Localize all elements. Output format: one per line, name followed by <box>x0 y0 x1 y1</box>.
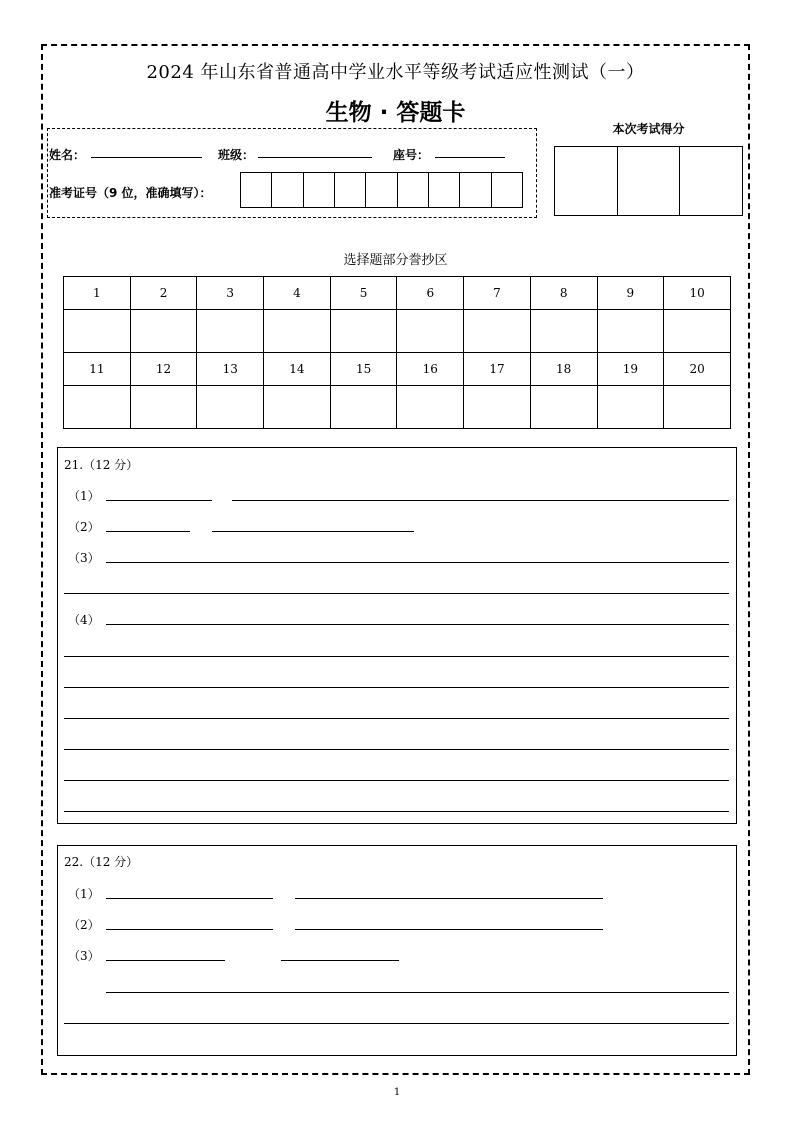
answer-cell[interactable] <box>597 310 664 353</box>
answer-cell[interactable] <box>64 310 131 353</box>
q21-part4-blank[interactable] <box>64 749 729 750</box>
class-label: 班级： <box>218 148 255 162</box>
page-number: 1 <box>393 1087 401 1098</box>
answer-cell[interactable] <box>330 386 397 429</box>
exam-id-label: 准考证号（9 位，准确填写）： <box>49 186 212 200</box>
question-number: 20 <box>664 353 731 386</box>
exam-id-digit-box[interactable] <box>334 173 365 207</box>
question-number: 18 <box>530 353 597 386</box>
exam-id-boxes[interactable] <box>240 172 523 208</box>
answer-cell[interactable] <box>464 310 531 353</box>
q22-part2-label: （2） <box>68 918 100 932</box>
exam-id-digit-box[interactable] <box>397 173 428 207</box>
question-22-title: 22.（12 分） <box>64 855 139 869</box>
answer-cell[interactable] <box>530 310 597 353</box>
question-number: 10 <box>664 277 731 310</box>
q21-part4-blank[interactable] <box>64 656 729 657</box>
q22-part3-blank[interactable] <box>106 960 225 961</box>
question-number: 1 <box>64 277 131 310</box>
q22-part3-blank[interactable] <box>64 1023 729 1024</box>
answer-cell[interactable] <box>130 386 197 429</box>
q22-part3-blank[interactable] <box>281 960 399 961</box>
question-22-box <box>57 845 737 1056</box>
sheet-subtitle: 生物 · 答题卡 <box>325 100 466 126</box>
q21-part4-blank[interactable] <box>64 687 729 688</box>
question-number: 6 <box>397 277 464 310</box>
answer-cell[interactable] <box>197 310 264 353</box>
answer-cell[interactable] <box>664 386 731 429</box>
q21-part4-blank[interactable] <box>64 718 729 719</box>
q21-part3-blank[interactable] <box>64 593 729 594</box>
question-number: 19 <box>597 353 664 386</box>
answer-cell[interactable] <box>397 386 464 429</box>
exam-id-digit-box[interactable] <box>491 173 522 207</box>
q22-part3-blank[interactable] <box>106 992 729 993</box>
answer-cell[interactable] <box>197 386 264 429</box>
question-number: 13 <box>197 353 264 386</box>
answer-cell[interactable] <box>530 386 597 429</box>
score-cell[interactable] <box>617 147 680 215</box>
question-number: 7 <box>464 277 531 310</box>
answer-cell[interactable] <box>330 310 397 353</box>
score-cell[interactable] <box>555 147 617 215</box>
q21-part4-blank[interactable] <box>64 780 729 781</box>
q22-part1-blank[interactable] <box>295 898 603 899</box>
q21-part4-blank[interactable] <box>106 624 729 625</box>
question-number: 9 <box>597 277 664 310</box>
name-label: 姓名： <box>49 148 86 162</box>
answer-cell[interactable] <box>130 310 197 353</box>
q21-part1-blank[interactable] <box>106 500 212 501</box>
question-number: 3 <box>197 277 264 310</box>
question-number: 8 <box>530 277 597 310</box>
answer-cell[interactable] <box>464 386 531 429</box>
q22-part2-blank[interactable] <box>295 929 603 930</box>
question-number: 4 <box>264 277 331 310</box>
seat-label: 座号： <box>393 148 430 162</box>
question-number: 5 <box>330 277 397 310</box>
exam-id-digit-box[interactable] <box>428 173 459 207</box>
q21-part4-label: （4） <box>68 613 100 627</box>
answer-cell[interactable] <box>397 310 464 353</box>
choice-section-title: 选择题部分誊抄区 <box>343 253 448 268</box>
score-box <box>554 146 743 216</box>
question-number: 11 <box>64 353 131 386</box>
answer-cell[interactable] <box>64 386 131 429</box>
question-21-box <box>57 447 737 824</box>
exam-title: 2024 年山东省普通高中学业水平等级考试适应性测试（一） <box>146 62 645 83</box>
exam-id-digit-box[interactable] <box>459 173 490 207</box>
score-cell[interactable] <box>679 147 742 215</box>
q21-part4-blank[interactable] <box>64 811 729 812</box>
class-field[interactable] <box>258 157 372 158</box>
q21-part3-blank[interactable] <box>106 562 729 563</box>
q21-part2-blank[interactable] <box>106 531 190 532</box>
exam-id-digit-box[interactable] <box>241 173 271 207</box>
q22-part1-blank[interactable] <box>106 898 273 899</box>
q22-part1-label: （1） <box>68 887 100 901</box>
q21-part2-label: （2） <box>68 520 100 534</box>
exam-id-digit-box[interactable] <box>271 173 302 207</box>
answer-cell[interactable] <box>264 310 331 353</box>
q21-part1-label: （1） <box>68 489 100 503</box>
q22-part2-blank[interactable] <box>106 929 273 930</box>
question-number: 16 <box>397 353 464 386</box>
answer-cell[interactable] <box>264 386 331 429</box>
q21-part2-blank[interactable] <box>212 531 414 532</box>
question-number: 15 <box>330 353 397 386</box>
q22-part3-label: （3） <box>68 949 100 963</box>
exam-id-digit-box[interactable] <box>365 173 396 207</box>
answer-cell[interactable] <box>664 310 731 353</box>
name-field[interactable] <box>91 157 202 158</box>
answer-cell[interactable] <box>597 386 664 429</box>
seat-field[interactable] <box>435 157 505 158</box>
question-number: 2 <box>130 277 197 310</box>
exam-id-digit-box[interactable] <box>303 173 334 207</box>
question-number: 14 <box>264 353 331 386</box>
choice-answer-table <box>63 276 731 429</box>
q21-part3-label: （3） <box>68 551 100 565</box>
question-number: 17 <box>464 353 531 386</box>
q21-part1-blank[interactable] <box>232 500 729 501</box>
question-number: 12 <box>130 353 197 386</box>
question-21-title: 21.（12 分） <box>64 458 139 472</box>
score-label: 本次考试得分 <box>612 122 685 136</box>
